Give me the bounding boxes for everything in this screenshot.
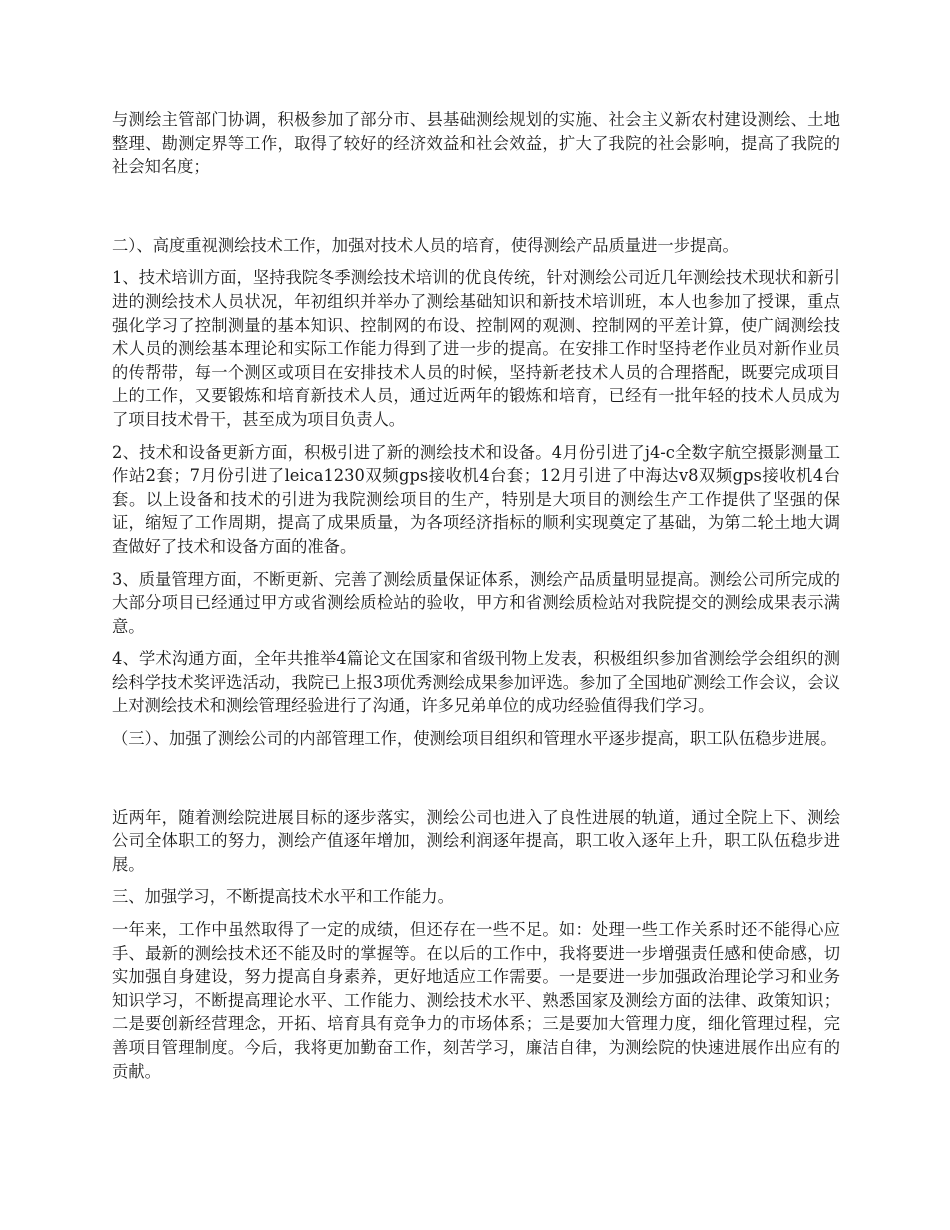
section-heading-technical-work: 二）、高度重视测绘技术工作，加强对技术人员的培育，使得测绘产品质量进一步提高。 — [112, 235, 739, 255]
paragraph-quality-management: 3、质量管理方面，不断更新、完善了测绘质量保证体系，测绘产品质量明显提高。测绘公司所完成的大部分项目已经通过甲方或省测绘质检站的验收，甲方和省测绘质检站对我院提交的测绘成果表示满意。 — [112, 569, 840, 636]
section-heading-learning: 三、加强学习，不断提高技术水平和工作能力。 — [112, 887, 454, 907]
paragraph-academic-exchange: 4、学术沟通方面，全年共推举4篇论文在国家和省级刊物上发表，积极组织参加省测绘学会组织的测绘科学技术奖评选活动，我院已上报3项优秀测绘成果参加评选。参加了全国地矿测绘工作会议，会议上对测绘技术和测绘管理经验进行了沟通，许多兄弟单位的成功经验值得我们学习。 — [112, 649, 840, 716]
paragraph-recent-progress: 近两年，随着测绘院进展目标的逐步落实，测绘公司也进入了良性进展的轨道，通过全院上下、测绘公司全体职工的努力，测绘产值逐年增加，测绘利润逐年提高，职工收入逐年上升，职工队伍稳步进展。 — [112, 807, 840, 874]
document-page — [112, 108, 840, 1083]
paragraph-technical-training: 1、技术培训方面，坚持我院冬季测绘技术培训的优良传统，针对测绘公司近几年测绘技术现状和新引进的测绘技术人员状况，年初组织并举办了测绘基础知识和新技术培训班，本人也参加了授课，重点强化学习了控制测量的基本知识、控制网的布设、控制网的观测、控制网的平差计算，使广阔测绘技术人员的测绘基本理论和实际工作能力得到了进一步的提高。在安排工作时坚持老作业员对新作业员的传帮带，每一个测区或项目在安排技术人员的时候，坚持新老技术人员的合理搭配，既要完成项目上的工作，又要锻炼和培育新技术人员，通过近两年的锻炼和培育，已经有一批年轻的技术人员成为了项目技术骨干，甚至成为项目负责人。 — [112, 268, 840, 429]
paragraph-summary-outlook: 一年来，工作中虽然取得了一定的成绩，但还存在一些不足。如：处理一些工作关系时还不能得心应手、最新的测绘技术还不能及时的掌握等。在以后的工作中，我将要进一步增强责任感和使命感，切实加强自身建设，努力提高自身素养，更好地适应工作需要。一是要进一步加强政治理论学习和业务知识学习，不断提高理论水平、工作能力、测绘技术水平、熟悉国家及测绘方面的法律、政策知识；二是要创新经营理念，开拓、培育具有竞争力的市场体系；三是要加大管理力度，细化管理过程，完善项目管理制度。今后，我将更加勤奋工作，刻苦学习，廉洁自律，为测绘院的快速进展作出应有的贡献。 — [112, 920, 840, 1081]
section-heading-internal-management: （三）、加强了测绘公司的内部管理工作，使测绘项目组织和管理水平逐步提高，职工队伍稳步进展。 — [112, 729, 837, 749]
paragraph-equipment-update: 2、技术和设备更新方面，积极引进了新的测绘技术和设备。4月份引进了j4-c全数字航空摄影测量工作站2套；7月份引进了leica1230双频gps接收机4台套；12月引进了中海达v8双频gps接收机4台套。以上设备和技术的引进为我院测绘项目的生产，特别是大项目的测绘生产工作提供了坚强的保证，缩短了工作周期，提高了成果质量，为各项经济指标的顺利实现奠定了基础，为第二轮土地大调查做好了技术和设备方面的准备。 — [112, 442, 840, 556]
paragraph-intro-continuation: 与测绘主管部门协调，积极参加了部分市、县基础测绘规划的实施、社会主义新农村建设测绘、土地整理、勘测定界等工作，取得了较好的经济效益和社会效益，扩大了我院的社会影响，提高了我院的社会知名度； — [112, 110, 840, 177]
